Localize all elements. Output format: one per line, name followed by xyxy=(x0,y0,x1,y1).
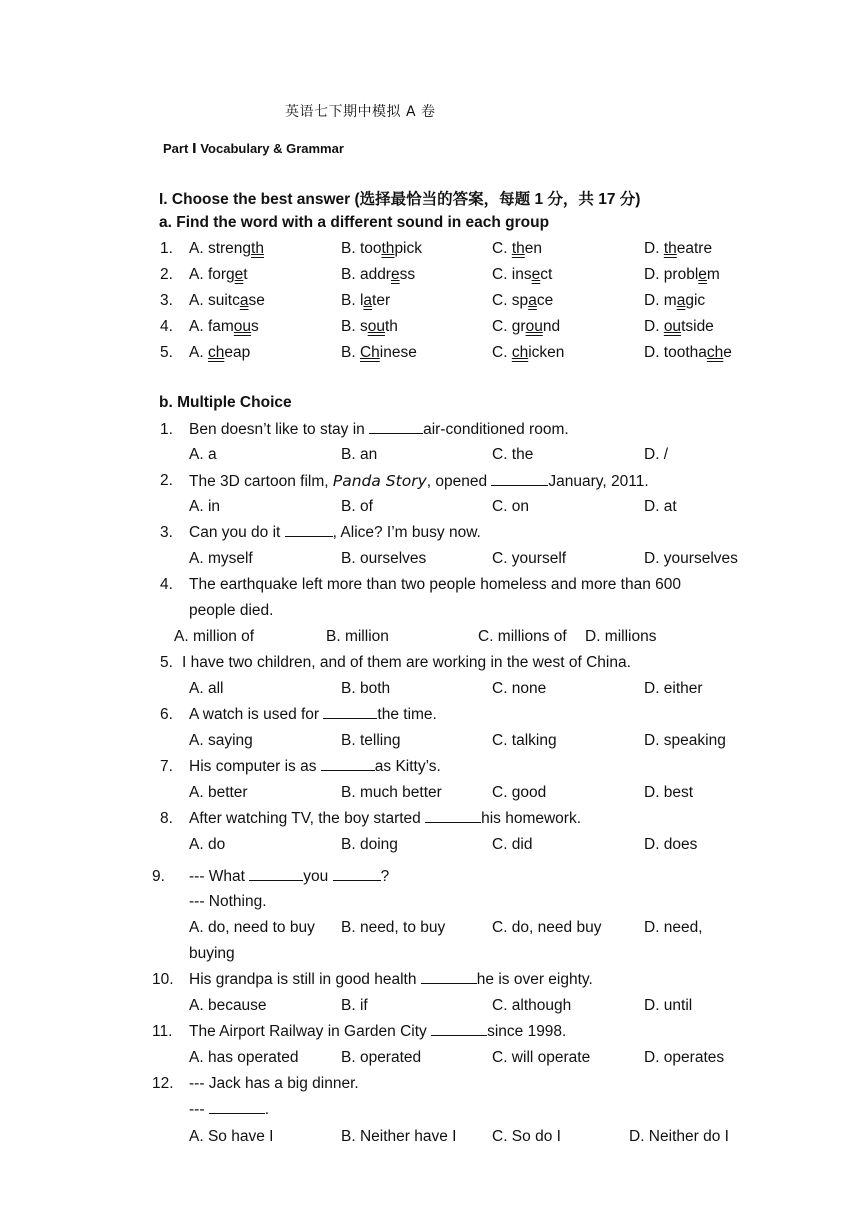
sound-option: D. problem xyxy=(644,266,720,283)
answer-blank xyxy=(421,971,477,984)
answer-option-d: D. / xyxy=(644,446,669,463)
answer-option-b: B. telling xyxy=(341,732,401,749)
answer-option-a: A. saying xyxy=(189,732,253,749)
answer-option-a: A. million of xyxy=(174,628,255,645)
underlined-letters: ou xyxy=(367,318,385,335)
question-number: 5. xyxy=(160,654,173,671)
underlined-letters: ch xyxy=(207,344,225,361)
sound-option: C. ground xyxy=(492,318,561,335)
sound-option: C. chicken xyxy=(492,344,565,361)
answer-option-b: B. million xyxy=(326,628,389,645)
question-stem: --- What you ? xyxy=(189,868,390,885)
answer-option-a: A. do, need to buy xyxy=(189,919,315,936)
answer-option-a: A. myself xyxy=(189,550,253,567)
answer-blank xyxy=(285,524,333,537)
question-number: 10. xyxy=(152,971,174,988)
question-number: 2. xyxy=(160,472,173,489)
answer-blank xyxy=(369,421,423,434)
question-stem: The 3D cartoon film, Panda Story, opened January, 2011. xyxy=(189,472,649,490)
underlined-letters: Ch xyxy=(359,344,380,361)
question-number: 4. xyxy=(160,576,173,593)
answer-option-a: A. in xyxy=(189,498,221,515)
answer-option-c: C. on xyxy=(492,498,530,515)
answer-blank xyxy=(321,758,375,771)
answer-option-b: B. need, to buy xyxy=(341,919,446,936)
underlined-letters: e xyxy=(531,266,541,283)
underlined-letters: ch xyxy=(511,344,529,361)
underlined-letters: a xyxy=(239,292,249,309)
sound-option: C. then xyxy=(492,240,542,257)
answer-blank xyxy=(249,868,303,881)
answer-blank xyxy=(323,706,377,719)
answer-option-c: C. did xyxy=(492,836,533,853)
underlined-letters: e xyxy=(390,266,400,283)
answer-option-b: B. doing xyxy=(341,836,398,853)
document-title: 英语七下期中模拟 A 卷 xyxy=(285,104,436,120)
question-number: 3. xyxy=(160,524,173,541)
question-number: 3. xyxy=(160,292,173,309)
subsection-a-heading: a. Find the word with a different sound in each group xyxy=(159,214,550,231)
answer-option-b: B. operated xyxy=(341,1049,422,1066)
underlined-letters: a xyxy=(363,292,373,309)
option-wrap: buying xyxy=(189,945,235,962)
answer-option-a: A. has operated xyxy=(189,1049,299,1066)
section-heading: I. Choose the best answer (选择最恰当的答案，每题 1 分，共 17 分) xyxy=(159,191,641,208)
answer-blank xyxy=(209,1101,265,1114)
answer-option-c: C. the xyxy=(492,446,534,463)
question-stem: Can you do it , Alice? I’m busy now. xyxy=(189,524,481,541)
underlined-letters: th xyxy=(381,240,395,257)
dialogue-reply: --- Nothing. xyxy=(189,893,267,910)
answer-option-b: B. much better xyxy=(341,784,442,801)
answer-option-d: D. does xyxy=(644,836,698,853)
answer-option-a: A. all xyxy=(189,680,224,697)
answer-option-b: B. ourselves xyxy=(341,550,427,567)
answer-option-c: C. although xyxy=(492,997,572,1014)
answer-option-b: B. Neither have I xyxy=(341,1128,457,1145)
dialogue-reply: --- . xyxy=(189,1101,270,1118)
question-stem: Ben doesn’t like to stay in air-conditioned room. xyxy=(189,421,569,438)
answer-option-d: D. at xyxy=(644,498,677,515)
question-stem: His computer is as as Kitty’s. xyxy=(189,758,441,775)
answer-blank xyxy=(431,1023,487,1036)
question-stem: His grandpa is still in good health he is over eighty. xyxy=(189,971,593,988)
underlined-letters: ch xyxy=(706,344,724,361)
answer-option-b: B. both xyxy=(341,680,391,697)
sound-option: B. address xyxy=(341,266,416,283)
answer-option-b: B. an xyxy=(341,446,378,463)
answer-option-b: B. of xyxy=(341,498,373,515)
answer-option-c: C. yourself xyxy=(492,550,567,567)
question-number: 1. xyxy=(160,240,173,257)
part-heading: Part Ⅰ Vocabulary & Grammar xyxy=(163,141,344,156)
underlined-letters: th xyxy=(251,240,264,257)
sound-option: D. outside xyxy=(644,318,714,335)
answer-blank xyxy=(491,473,548,486)
question-number: 1. xyxy=(160,421,173,438)
underlined-letters: a xyxy=(528,292,537,309)
question-number: 7. xyxy=(160,758,173,775)
question-number: 2. xyxy=(160,266,173,283)
underlined-letters: ou xyxy=(525,318,543,335)
film-title: Panda Story xyxy=(332,472,427,490)
answer-option-d: D. best xyxy=(644,784,694,801)
question-number: 11. xyxy=(152,1023,173,1040)
question-number: 6. xyxy=(160,706,173,723)
question-number: 5. xyxy=(160,344,173,361)
sound-option: B. toothpick xyxy=(341,240,423,257)
answer-option-d: D. need, xyxy=(644,919,703,936)
sound-option: D. magic xyxy=(644,292,706,309)
underlined-letters: e xyxy=(234,266,244,283)
answer-option-b: B. if xyxy=(341,997,368,1014)
underlined-letters: th xyxy=(511,240,525,257)
answer-option-a: A. a xyxy=(189,446,217,463)
sound-option: B. later xyxy=(341,292,391,309)
answer-option-a: A. do xyxy=(189,836,226,853)
question-stem-continued: people died. xyxy=(189,602,274,619)
underlined-letters: e xyxy=(698,266,707,283)
answer-option-c: C. talking xyxy=(492,732,557,749)
answer-option-d: D. either xyxy=(644,680,703,697)
answer-option-d: D. millions xyxy=(585,628,657,645)
question-stem: After watching TV, the boy started his homework. xyxy=(189,810,582,827)
answer-option-c: C. millions of xyxy=(478,628,567,645)
answer-option-d: D. Neither do I xyxy=(629,1128,729,1145)
question-stem: The earthquake left more than two people homeless and more than 600 xyxy=(189,576,682,593)
answer-option-a: A. because xyxy=(189,997,267,1014)
question-number: 8. xyxy=(160,810,173,827)
sound-option: C. insect xyxy=(492,266,553,283)
answer-option-d: D. operates xyxy=(644,1049,725,1066)
underlined-letters: ou xyxy=(663,318,682,335)
sound-option: D. theatre xyxy=(644,240,713,257)
answer-option-d: D. yourselves xyxy=(644,550,738,567)
underlined-letters: a xyxy=(676,292,686,309)
question-number: 9. xyxy=(152,868,165,885)
sound-option: B. south xyxy=(341,318,398,335)
answer-option-c: C. good xyxy=(492,784,547,801)
answer-option-a: A. So have I xyxy=(189,1128,274,1145)
sound-option: A. forget xyxy=(189,266,248,283)
sound-option: C. space xyxy=(492,292,554,309)
question-stem: A watch is used for the time. xyxy=(189,706,437,723)
sound-option: D. toothache xyxy=(644,344,732,361)
underlined-letters: th xyxy=(663,240,677,257)
subsection-b-heading: b. Multiple Choice xyxy=(159,394,292,411)
question-stem: The Airport Railway in Garden City since 1998. xyxy=(189,1023,567,1040)
answer-blank xyxy=(333,868,381,881)
answer-option-c: C. will operate xyxy=(492,1049,591,1066)
sound-option: A. cheap xyxy=(189,344,251,361)
answer-option-c: C. So do I xyxy=(492,1128,561,1145)
question-number: 4. xyxy=(160,318,173,335)
answer-option-c: C. none xyxy=(492,680,547,697)
answer-option-a: A. better xyxy=(189,784,248,801)
question-stem: I have two children, and of them are working in the west of China. xyxy=(182,654,631,671)
answer-blank xyxy=(425,810,481,823)
underlined-letters: ou xyxy=(233,318,252,335)
answer-option-d: D. speaking xyxy=(644,732,726,749)
sound-option: A. suitcase xyxy=(189,292,265,309)
answer-option-c: C. do, need buy xyxy=(492,919,602,936)
question-number: 12. xyxy=(152,1075,174,1092)
sound-option: A. strength xyxy=(189,240,264,257)
question-stem: --- Jack has a big dinner. xyxy=(189,1075,359,1092)
sound-option: A. famous xyxy=(189,318,259,335)
answer-option-d: D. until xyxy=(644,997,693,1014)
sound-option: B. Chinese xyxy=(341,344,417,361)
